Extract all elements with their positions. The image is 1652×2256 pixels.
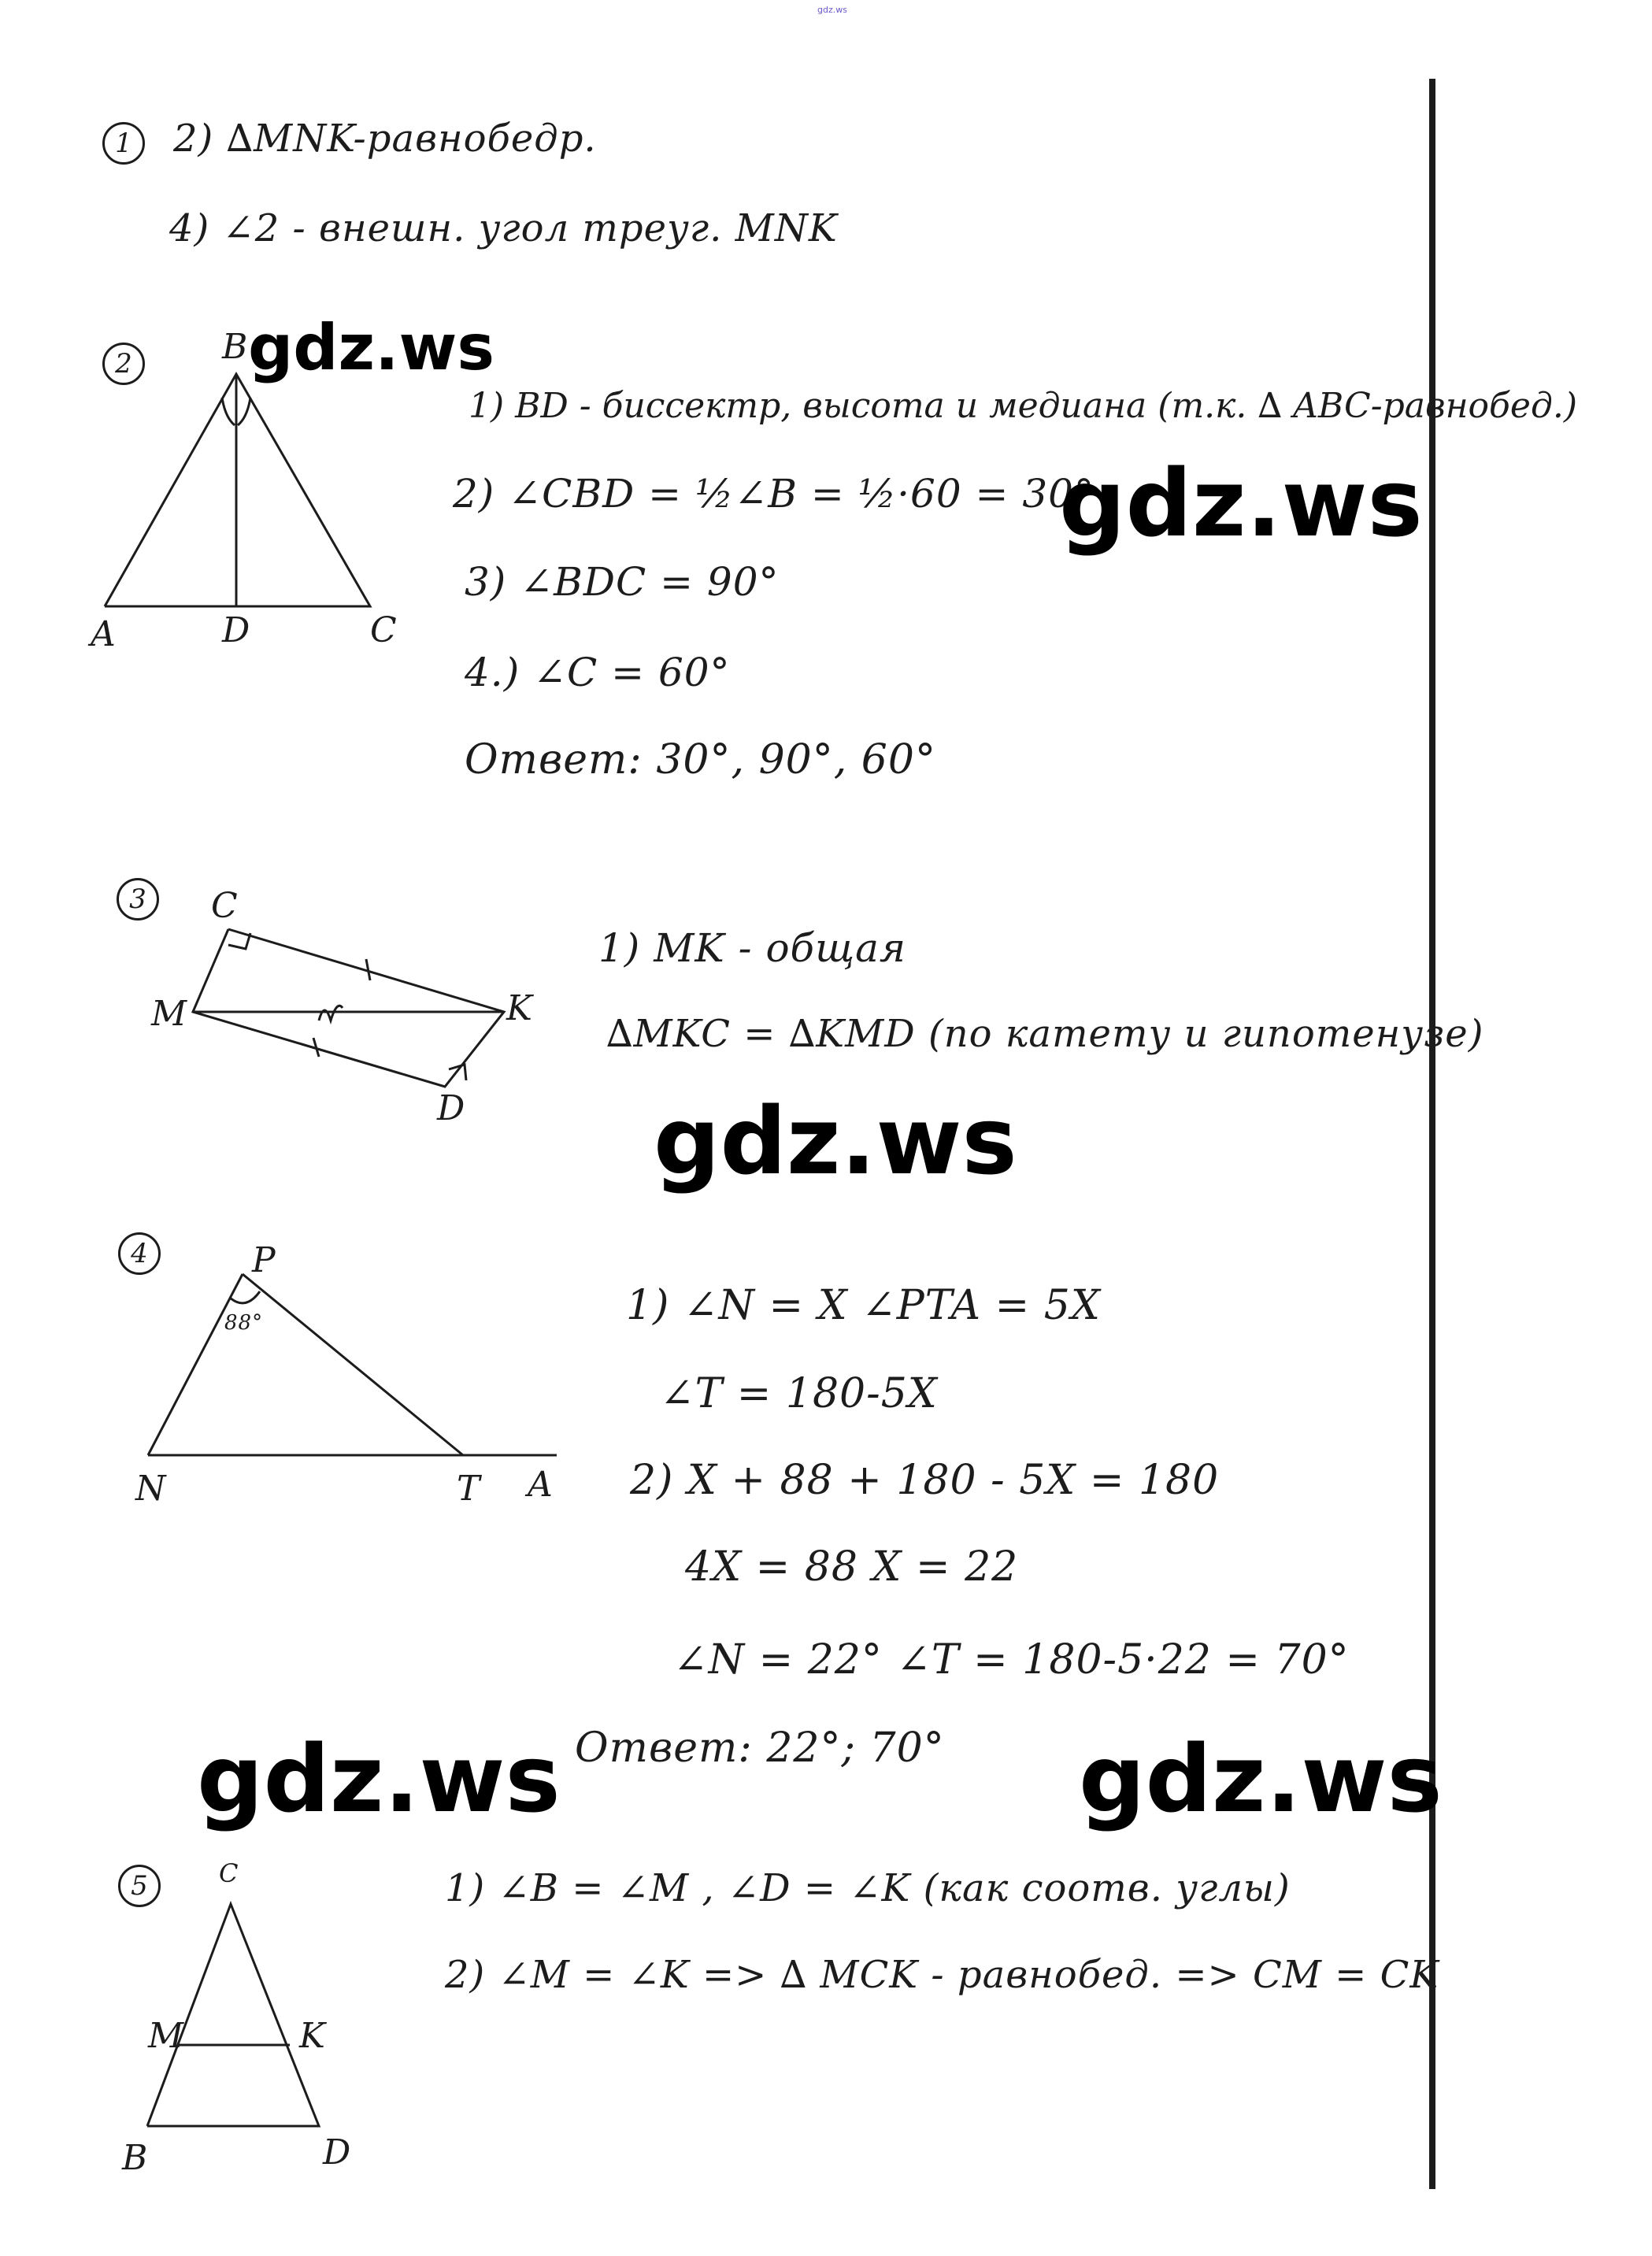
problem-4-line-4: 4X = 88 X = 22 bbox=[685, 1543, 1019, 1591]
problem-4-answer: Ответ: 22°; 70° bbox=[575, 1724, 945, 1772]
label-k: K bbox=[299, 2016, 325, 2056]
problem-3-line-2: ∆MKC = ∆KMD (по катету и гипотенузе) bbox=[606, 1012, 1484, 1056]
problem-5-line-2: 2) ∠M = ∠K => ∆ MCK - равнобед. => CM = CK bbox=[445, 1953, 1439, 1997]
problem-4-number: 4 bbox=[118, 1232, 161, 1275]
watermark: gdz.ws bbox=[248, 311, 495, 384]
problem-4-line-2: ∠T = 180-5X bbox=[660, 1370, 938, 1417]
problem-1-line-1: 2) ∆MNK-равнобедр. bbox=[173, 117, 597, 161]
problem-3-line-1: 1) MK - общая bbox=[598, 925, 907, 971]
problem-5-number: 5 bbox=[118, 1865, 161, 1907]
label-a: A bbox=[528, 1465, 553, 1505]
problem-4-line-3: 2) X + 88 + 180 - 5X = 180 bbox=[630, 1457, 1220, 1504]
label-d: D bbox=[222, 610, 250, 650]
label-m: M bbox=[148, 2016, 184, 2056]
watermark: gdz.ws bbox=[197, 1724, 561, 1833]
label-angle-p: 88° bbox=[224, 1311, 264, 1335]
label-d: D bbox=[437, 1088, 465, 1128]
header-mark: gdz.ws bbox=[817, 5, 847, 15]
watermark: gdz.ws bbox=[1059, 449, 1423, 558]
problem-4-line-5: ∠N = 22° ∠T = 180-5·22 = 70° bbox=[673, 1636, 1350, 1684]
problem-1-line-2: 4) ∠2 - внешн. угол треуг. MNK bbox=[169, 206, 838, 250]
problem-2-line-3: 3) ∠BDC = 90° bbox=[465, 559, 780, 605]
label-c: C bbox=[211, 886, 238, 926]
label-m: M bbox=[151, 994, 187, 1034]
problem-4-line-1: 1) ∠N = X ∠PTA = 5X bbox=[626, 1282, 1101, 1329]
label-d: D bbox=[323, 2132, 351, 2173]
label-a: A bbox=[91, 614, 116, 654]
label-n: N bbox=[135, 1469, 166, 1509]
triangle-cbd bbox=[147, 1904, 319, 2126]
label-t: T bbox=[457, 1469, 480, 1509]
problem-2-number: 2 bbox=[102, 343, 145, 385]
problem-2-line-2: 2) ∠CBD = ½∠B = ½·60 = 30° bbox=[453, 471, 1095, 517]
label-c: C bbox=[370, 610, 397, 650]
problem-2-line-1: 1) BD - биссектр, высота и медиана (т.к. ∆ ABC-равнобед.) bbox=[469, 386, 1577, 426]
label-b: B bbox=[122, 2138, 148, 2178]
watermark: gdz.ws bbox=[654, 1087, 1017, 1195]
problem-5-line-1: 1) ∠B = ∠M , ∠D = ∠K (как соотв. углы) bbox=[445, 1866, 1291, 1910]
problem-3-number: 3 bbox=[117, 878, 159, 921]
problem-2-answer: Ответ: 30°, 90°, 60° bbox=[465, 736, 936, 783]
label-p: P bbox=[252, 1240, 276, 1280]
label-b: B bbox=[222, 327, 248, 367]
label-k: K bbox=[506, 988, 532, 1028]
problem-2-line-4: 4.) ∠C = 60° bbox=[465, 650, 731, 695]
label-c: C bbox=[219, 1858, 239, 1888]
watermark: gdz.ws bbox=[1079, 1724, 1443, 1833]
problem-1-number: 1 bbox=[102, 122, 145, 165]
